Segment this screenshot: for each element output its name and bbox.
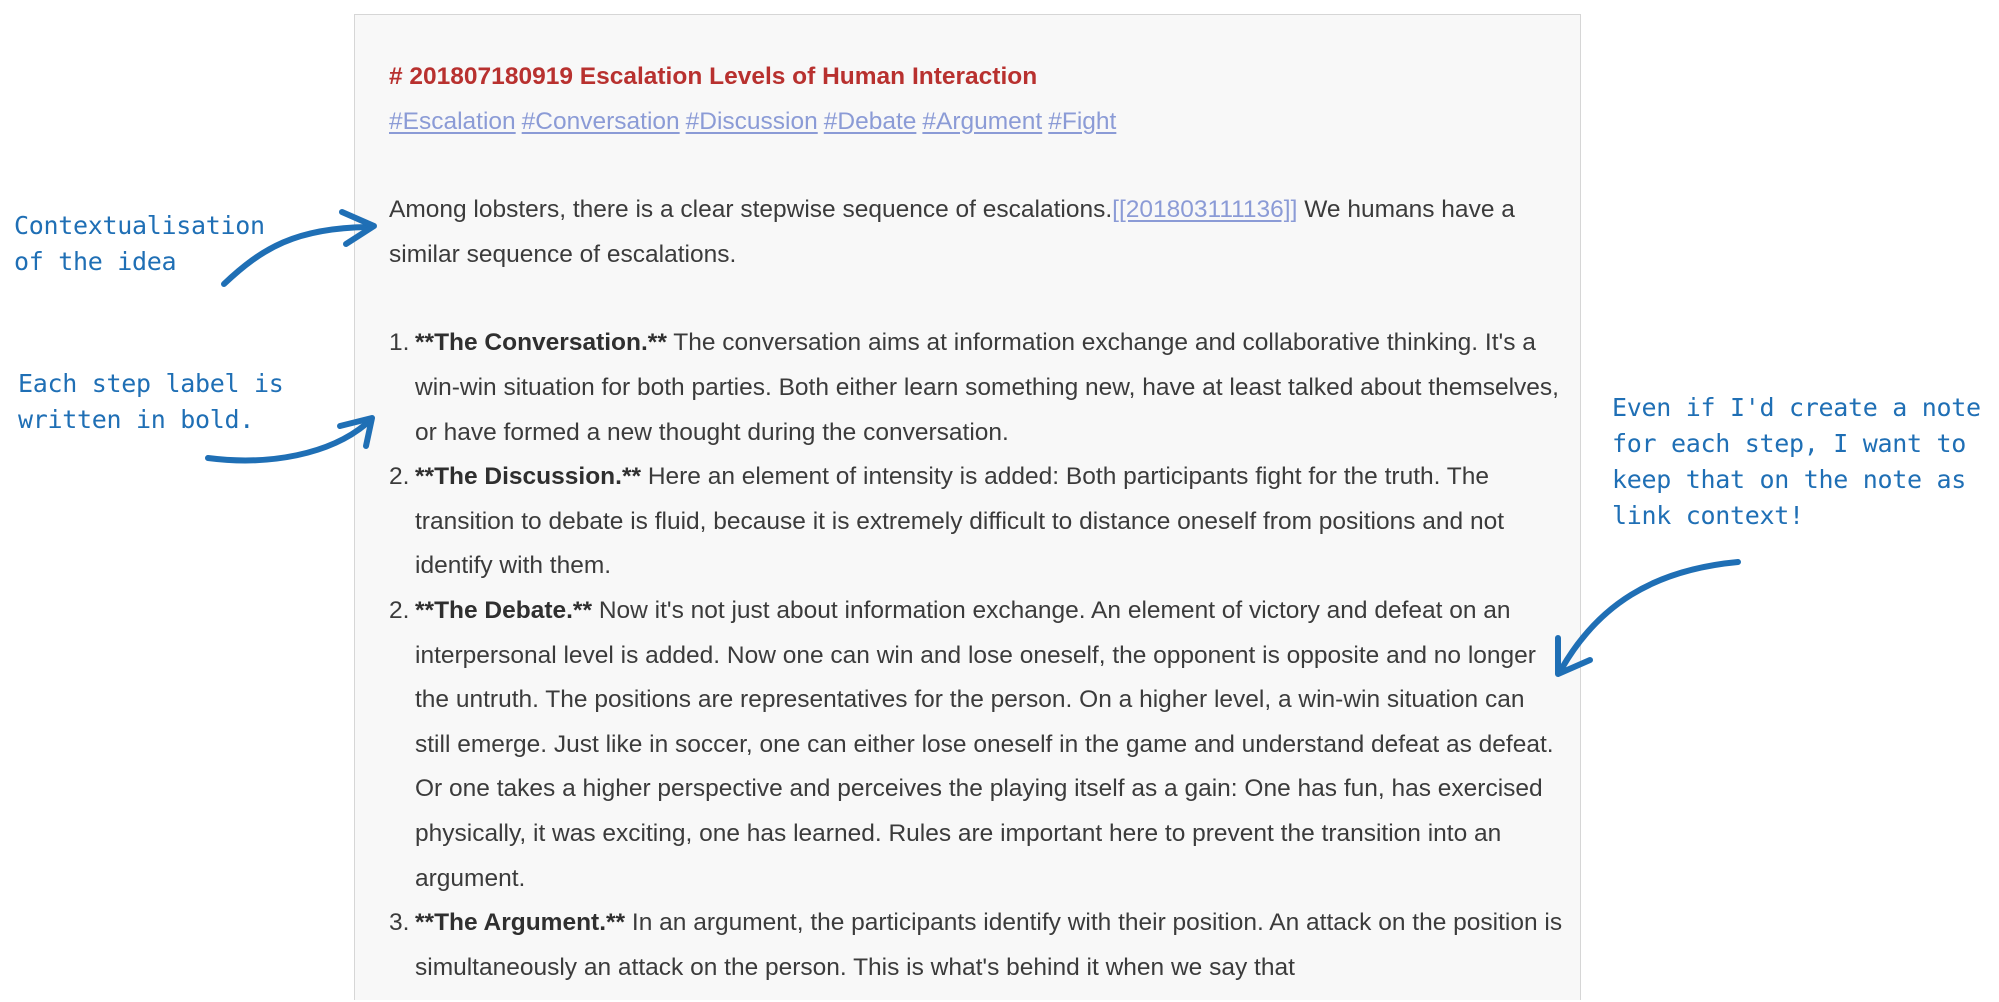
step-text: In an argument, the participants identify with their position. An attack on the position is simultaneously an attack on the person. This is what's behind it when we say that bbox=[415, 909, 1563, 981]
step-text: Now it's not just about information exchange. An element of victory and defeat on an interpersonal level is added. Now one can win and lose oneself, the opponent is opposite and no longer the untruth. The positions are representatives for the person. On a higher level, a win-win situation can still emerge. Just like in soccer, one can either lose oneself in the game and understand defeat as defeat. Or one takes a higher perspective and perceives the playing itself as a gain: One has fun, has exercised physically, it was exciting, one has learned. Rules are important here to prevent the transition into an argument. bbox=[415, 596, 1554, 892]
step-label: **The Discussion.** bbox=[415, 463, 642, 491]
arrow-to-steps-icon bbox=[208, 424, 366, 460]
intro-text-continued: We humans have a similar sequence of escalations. bbox=[389, 196, 1515, 268]
wiki-link[interactable]: [[201803111136]] bbox=[1112, 196, 1298, 224]
tag-discussion[interactable]: #Discussion bbox=[685, 107, 818, 135]
tag-escalation[interactable]: #Escalation bbox=[389, 107, 516, 135]
list-number: 2. bbox=[389, 463, 410, 491]
tag-conversation[interactable]: #Conversation bbox=[521, 107, 680, 135]
list-number: 3. bbox=[389, 909, 410, 937]
tag-fight[interactable]: #Fight bbox=[1048, 107, 1117, 135]
step-label: **The Conversation.** bbox=[415, 329, 667, 357]
arrow-to-intro-icon bbox=[224, 227, 368, 284]
arrow-to-debate-icon bbox=[1562, 562, 1738, 668]
step-text: Here an element of intensity is added: Both participants fight for the truth. The transition to debate is fluid, because it is extremely difficult to distance oneself from positions and not identify with them. bbox=[415, 463, 1505, 580]
annotation-bold-labels: Each step label is written in bold. bbox=[18, 369, 284, 434]
step-text: The conversation aims at information exchange and collaborative thinking. It's a win-win situation for both parties. Both either learn something new, have at least talked about themselves, or have formed a new thought during the conversation. bbox=[415, 329, 1559, 446]
annotation-contextualisation: Contextualisation of the idea bbox=[14, 211, 265, 276]
tag-debate[interactable]: #Debate bbox=[823, 107, 917, 135]
list-number: 2. bbox=[389, 596, 410, 624]
annotation-link-context: Even if I'd create a note for each step, I want to keep that on the note as link context! bbox=[1612, 393, 1981, 530]
tag-argument[interactable]: #Argument bbox=[922, 107, 1043, 135]
note-title: # 201807180919 Escalation Levels of Human Interaction bbox=[389, 63, 1038, 90]
step-label: **The Debate.** bbox=[415, 596, 593, 624]
step-label: **The Argument.** bbox=[415, 909, 626, 937]
intro-text: Among lobsters, there is a clear stepwise sequence of escalations. bbox=[389, 196, 1113, 224]
list-number: 1. bbox=[389, 329, 410, 357]
